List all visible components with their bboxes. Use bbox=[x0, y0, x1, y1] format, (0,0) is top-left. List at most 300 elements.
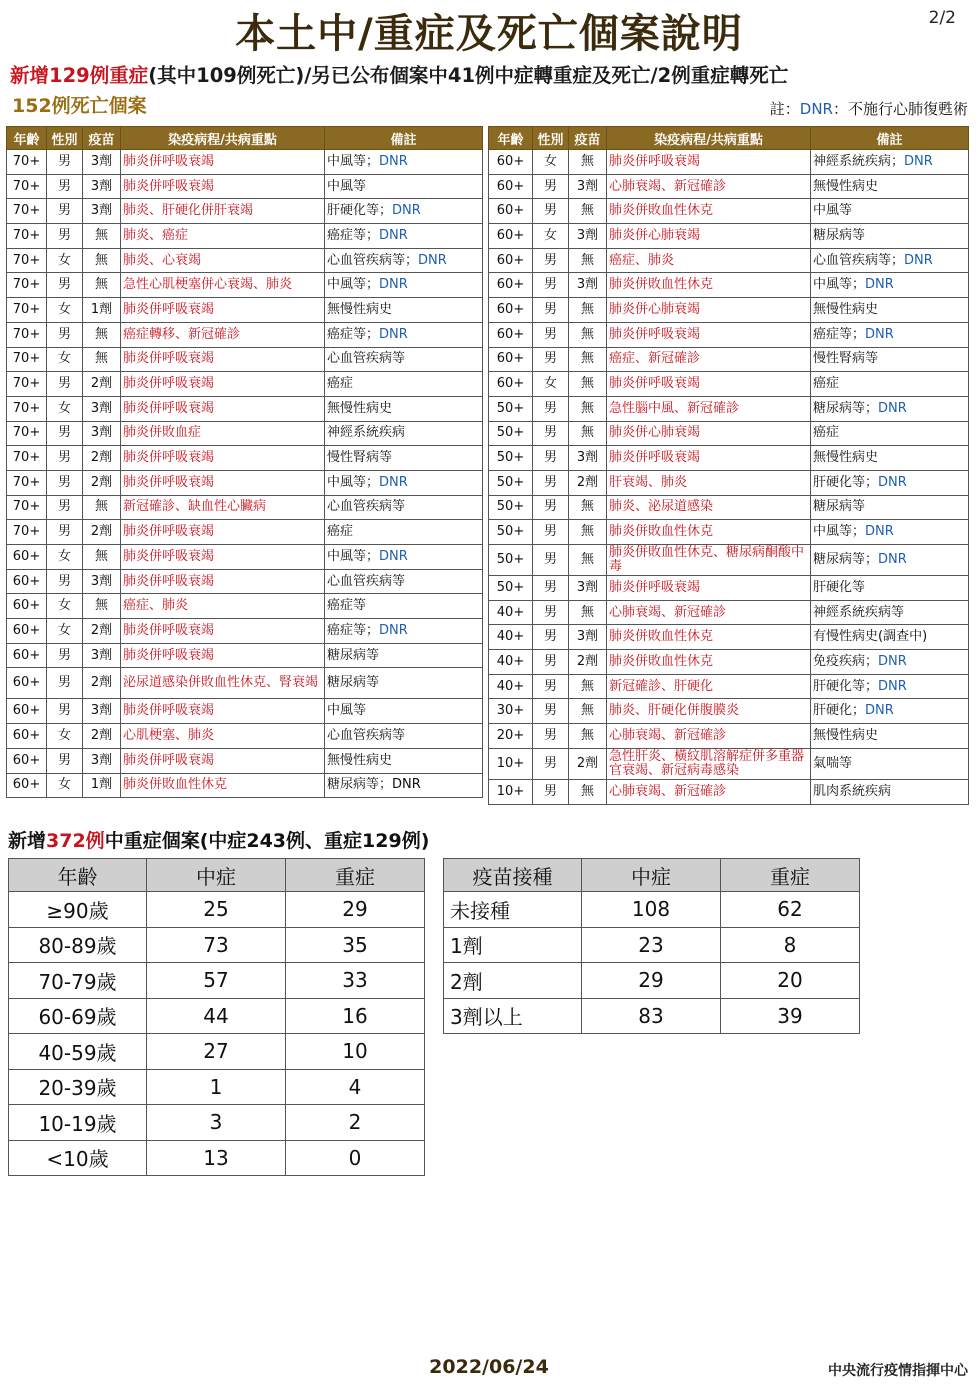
age-cell: 40+ bbox=[489, 600, 533, 625]
sex-cell: 男 bbox=[533, 650, 569, 675]
vaccine-cell: 無 bbox=[83, 224, 121, 249]
count-cell: 108 bbox=[582, 892, 721, 928]
remark-cell bbox=[325, 347, 483, 372]
sex-cell: 男 bbox=[47, 273, 83, 298]
disease-cell: 肺炎併敗血性休克 bbox=[607, 273, 811, 298]
age-cell: 60+ bbox=[489, 298, 533, 323]
table-row bbox=[444, 998, 860, 1034]
remark-text: 無慢性病史 bbox=[327, 752, 393, 768]
row-label: 60-69歲 bbox=[9, 998, 147, 1034]
row-label: 40-59歲 bbox=[9, 1034, 147, 1070]
table-row bbox=[489, 372, 969, 397]
disease-cell: 肺炎併呼吸衰竭 bbox=[121, 569, 325, 594]
remark-text: 中風等； bbox=[327, 548, 380, 564]
column-header: 備註 bbox=[811, 127, 969, 150]
age-cell: 50+ bbox=[489, 545, 533, 576]
summary-line bbox=[10, 60, 788, 88]
sex-cell: 女 bbox=[47, 545, 83, 570]
vaccine-cell: 3劑 bbox=[83, 748, 121, 773]
disease-cell: 肺炎併呼吸衰竭 bbox=[121, 174, 325, 199]
remark-text: 神經系統疾病等 bbox=[813, 604, 905, 620]
sex-cell: 女 bbox=[47, 619, 83, 644]
row-label: 70-79歲 bbox=[9, 963, 147, 999]
disease-cell: 肺炎併敗血性休克 bbox=[607, 199, 811, 224]
count-cell: 29 bbox=[582, 963, 721, 999]
table-row bbox=[489, 650, 969, 675]
disease-cell: 肺炎併呼吸衰竭 bbox=[607, 322, 811, 347]
disease-cell: 肺炎併呼吸衰竭 bbox=[121, 619, 325, 644]
vaccine-cell: 無 bbox=[569, 600, 607, 625]
vaccine-cell: 2劑 bbox=[569, 470, 607, 495]
age-cell: 60+ bbox=[7, 773, 47, 798]
remark-cell bbox=[325, 724, 483, 749]
disease-cell: 肺炎併呼吸衰竭 bbox=[121, 643, 325, 668]
age-cell: 60+ bbox=[489, 150, 533, 175]
vaccine-cell: 無 bbox=[569, 520, 607, 545]
disease-cell: 肺炎併敗血症 bbox=[121, 421, 325, 446]
remark-cell bbox=[811, 421, 969, 446]
remark-text: 中風等 bbox=[327, 178, 367, 194]
table-row bbox=[7, 322, 483, 347]
vaccine-cell: 無 bbox=[83, 594, 121, 619]
age-cell: 70+ bbox=[7, 520, 47, 545]
count-cell: 10 bbox=[286, 1034, 425, 1070]
sex-cell: 女 bbox=[533, 372, 569, 397]
age-cell: 60+ bbox=[7, 643, 47, 668]
table-row bbox=[7, 699, 483, 724]
disease-cell: 肺炎併呼吸衰竭 bbox=[121, 372, 325, 397]
disease-cell: 急性腦中風、新冠確診 bbox=[607, 396, 811, 421]
sex-cell: 男 bbox=[533, 174, 569, 199]
age-cell: 70+ bbox=[7, 446, 47, 471]
table-row bbox=[7, 372, 483, 397]
remark-text: 肝硬化等 bbox=[813, 579, 866, 595]
remark-text: 癌症 bbox=[327, 524, 354, 540]
age-cell: 60+ bbox=[7, 545, 47, 570]
remark-cell bbox=[325, 520, 483, 545]
vaccine-cell: 無 bbox=[569, 298, 607, 323]
remark-text: 中風等； bbox=[327, 277, 380, 293]
vaccine-cell: 3劑 bbox=[569, 224, 607, 249]
age-cell: 60+ bbox=[489, 174, 533, 199]
age-cell: 10+ bbox=[489, 748, 533, 779]
age-cell: 60+ bbox=[489, 273, 533, 298]
age-cell: 50+ bbox=[489, 576, 533, 601]
disease-cell: 癌症、肺炎 bbox=[607, 248, 811, 273]
column-header: 疫苗 bbox=[83, 127, 121, 150]
remark-text: 癌症等； bbox=[327, 326, 380, 342]
sex-cell: 男 bbox=[533, 298, 569, 323]
sex-cell: 男 bbox=[533, 199, 569, 224]
count-cell: 29 bbox=[286, 892, 425, 928]
table-row bbox=[7, 643, 483, 668]
count-cell: 33 bbox=[286, 963, 425, 999]
remark-text: 肝硬化等； bbox=[327, 203, 393, 219]
count-cell: 1 bbox=[147, 1069, 286, 1105]
vaccine-cell: 無 bbox=[83, 322, 121, 347]
remark-cell bbox=[811, 470, 969, 495]
remark-text: 癌症等； bbox=[327, 227, 380, 243]
remark-text: 肝硬化等； bbox=[813, 678, 879, 694]
sex-cell: 男 bbox=[533, 545, 569, 576]
table-row bbox=[489, 600, 969, 625]
age-cell: 60+ bbox=[489, 347, 533, 372]
remark-cell bbox=[325, 619, 483, 644]
remark-cell bbox=[325, 545, 483, 570]
remark-text: 中風等； bbox=[327, 474, 380, 490]
age-cell: 70+ bbox=[7, 150, 47, 175]
count-cell: 13 bbox=[147, 1140, 286, 1176]
remark-cell bbox=[325, 470, 483, 495]
remark-text: 神經系統疾病 bbox=[327, 425, 406, 441]
disease-cell: 肺炎併呼吸衰竭 bbox=[607, 446, 811, 471]
sex-cell: 男 bbox=[47, 150, 83, 175]
remark-cell bbox=[811, 199, 969, 224]
disease-cell: 新冠確診、缺血性心臟病 bbox=[121, 495, 325, 520]
disease-cell: 癌症轉移、新冠確診 bbox=[121, 322, 325, 347]
remark-cell bbox=[811, 674, 969, 699]
table-row bbox=[7, 248, 483, 273]
remark-cell bbox=[325, 150, 483, 175]
disease-cell: 肺炎併呼吸衰竭 bbox=[607, 576, 811, 601]
note-dnr: DNR bbox=[799, 100, 833, 118]
remark-cell bbox=[811, 174, 969, 199]
age-cell: 40+ bbox=[489, 650, 533, 675]
remark-cell bbox=[811, 347, 969, 372]
remark-text: 氣喘等 bbox=[813, 755, 853, 771]
sex-cell: 男 bbox=[533, 600, 569, 625]
column-header: 重症 bbox=[286, 859, 425, 892]
vaccine-cell: 無 bbox=[83, 495, 121, 520]
sex-cell: 男 bbox=[47, 569, 83, 594]
disease-cell: 肺炎併心肺衰竭 bbox=[607, 224, 811, 249]
column-header: 重症 bbox=[721, 859, 860, 892]
column-header: 年齡 bbox=[489, 127, 533, 150]
dnr-text: DNR bbox=[379, 548, 408, 564]
age-cell: 50+ bbox=[489, 495, 533, 520]
table-row bbox=[9, 1034, 425, 1070]
table-row bbox=[489, 174, 969, 199]
table-row bbox=[7, 619, 483, 644]
remark-cell bbox=[811, 748, 969, 779]
remark-cell bbox=[811, 495, 969, 520]
column-header: 中症 bbox=[582, 859, 721, 892]
age-cell: 60+ bbox=[7, 619, 47, 644]
vaccine-cell: 3劑 bbox=[83, 199, 121, 224]
row-label: 10-19歲 bbox=[9, 1105, 147, 1141]
sex-cell: 女 bbox=[47, 773, 83, 798]
table-row bbox=[489, 470, 969, 495]
disease-cell: 肺炎併敗血性休克 bbox=[607, 520, 811, 545]
vaccine-cell: 無 bbox=[569, 699, 607, 724]
count-cell: 57 bbox=[147, 963, 286, 999]
sex-cell: 男 bbox=[533, 520, 569, 545]
remark-cell bbox=[325, 748, 483, 773]
disease-cell: 心肺衰竭、新冠確診 bbox=[607, 779, 811, 804]
disease-cell: 肺炎併呼吸衰竭 bbox=[121, 545, 325, 570]
disease-cell: 心肺衰竭、新冠確診 bbox=[607, 174, 811, 199]
disease-cell: 肺炎、癌症 bbox=[121, 224, 325, 249]
remark-text: 心血管疾病等 bbox=[327, 727, 406, 743]
sex-cell: 男 bbox=[533, 273, 569, 298]
sex-cell: 男 bbox=[533, 779, 569, 804]
table-row bbox=[489, 748, 969, 779]
age-cell: 50+ bbox=[489, 470, 533, 495]
column-header: 染疫病程/共病重點 bbox=[121, 127, 325, 150]
vaccine-cell: 無 bbox=[569, 199, 607, 224]
vaccine-cell: 3劑 bbox=[83, 421, 121, 446]
vaccine-cell: 3劑 bbox=[83, 569, 121, 594]
remark-cell bbox=[811, 248, 969, 273]
sex-cell: 男 bbox=[47, 748, 83, 773]
section-heading bbox=[8, 826, 429, 853]
remark-text: 肝硬化； bbox=[813, 703, 866, 719]
remark-text: 慢性腎病等 bbox=[327, 450, 393, 466]
remark-text: 糖尿病等 bbox=[327, 675, 380, 691]
vaccine-cell: 3劑 bbox=[569, 446, 607, 471]
vaccine-cell: 無 bbox=[83, 273, 121, 298]
row-label: 20-39歲 bbox=[9, 1069, 147, 1105]
dnr-text: DNR bbox=[379, 622, 408, 638]
table-row bbox=[7, 520, 483, 545]
vaccine-cell: 2劑 bbox=[569, 650, 607, 675]
disease-cell: 癌症、肺炎 bbox=[121, 594, 325, 619]
remark-cell bbox=[325, 594, 483, 619]
remark-cell bbox=[811, 779, 969, 804]
table-row bbox=[7, 773, 483, 798]
remark-cell bbox=[811, 273, 969, 298]
age-cell: 20+ bbox=[489, 724, 533, 749]
table-row bbox=[489, 322, 969, 347]
table-row bbox=[7, 495, 483, 520]
remark-cell bbox=[811, 224, 969, 249]
vaccine-cell: 無 bbox=[83, 248, 121, 273]
dnr-text: DNR bbox=[865, 524, 894, 540]
vaccine-cell: 無 bbox=[569, 495, 607, 520]
remark-text: 糖尿病等 bbox=[813, 499, 866, 515]
count-cell: 20 bbox=[721, 963, 860, 999]
disease-cell: 肺炎併呼吸衰竭 bbox=[121, 396, 325, 421]
disease-cell: 肺炎併呼吸衰竭 bbox=[121, 446, 325, 471]
age-cell: 60+ bbox=[7, 569, 47, 594]
vaccine-cell: 無 bbox=[569, 396, 607, 421]
remark-cell bbox=[811, 520, 969, 545]
count-cell: 35 bbox=[286, 927, 425, 963]
column-header: 疫苗接種 bbox=[444, 859, 582, 892]
disease-cell: 心肌梗塞、肺炎 bbox=[121, 724, 325, 749]
table-row bbox=[489, 248, 969, 273]
age-cell: 70+ bbox=[7, 421, 47, 446]
table-row bbox=[9, 963, 425, 999]
count-cell: 83 bbox=[582, 998, 721, 1034]
vaccine-cell: 2劑 bbox=[83, 619, 121, 644]
dnr-text: DNR bbox=[865, 326, 894, 342]
disease-cell: 癌症、新冠確診 bbox=[607, 347, 811, 372]
remark-text: 有慢性病史(調查中) bbox=[813, 629, 928, 645]
vaccine-cell: 無 bbox=[83, 545, 121, 570]
note-prefix: 註： bbox=[769, 100, 800, 118]
vaccine-cell: 3劑 bbox=[83, 699, 121, 724]
age-cell: 70+ bbox=[7, 248, 47, 273]
age-cell: 60+ bbox=[489, 372, 533, 397]
age-cell: 70+ bbox=[7, 174, 47, 199]
sex-cell: 女 bbox=[47, 396, 83, 421]
sex-cell: 男 bbox=[533, 421, 569, 446]
age-cell: 70+ bbox=[7, 322, 47, 347]
summary-rest: (其中109例死亡)/另已公布個案中41例中症轉重症及死亡/2例重症轉死亡 bbox=[148, 64, 789, 87]
table-row bbox=[7, 421, 483, 446]
remark-text: 糖尿病等 bbox=[327, 647, 380, 663]
age-cell: 70+ bbox=[7, 470, 47, 495]
sex-cell: 女 bbox=[47, 724, 83, 749]
sex-cell: 女 bbox=[47, 248, 83, 273]
sex-cell: 男 bbox=[47, 470, 83, 495]
table-row bbox=[7, 668, 483, 699]
remark-cell bbox=[811, 650, 969, 675]
age-cell: 50+ bbox=[489, 396, 533, 421]
table-row bbox=[489, 396, 969, 421]
table-row bbox=[7, 273, 483, 298]
table-row bbox=[489, 545, 969, 576]
table-row bbox=[489, 421, 969, 446]
page-number: 2/2 bbox=[928, 8, 956, 28]
disease-cell: 泌尿道感染併敗血性休克、腎衰竭 bbox=[121, 668, 325, 699]
vaccine-cell: 3劑 bbox=[83, 396, 121, 421]
age-cell: 60+ bbox=[7, 699, 47, 724]
remark-text: 糖尿病等； bbox=[813, 400, 879, 416]
table-row bbox=[489, 520, 969, 545]
organization-name: 中央流行疫情指揮中心 bbox=[828, 1363, 968, 1379]
vaccine-cell: 無 bbox=[569, 347, 607, 372]
remark-cell bbox=[325, 199, 483, 224]
table-row bbox=[9, 1105, 425, 1141]
dnr-text: DNR bbox=[878, 400, 907, 416]
row-label: 3劑以上 bbox=[444, 998, 582, 1034]
disease-cell: 肺炎併心肺衰竭 bbox=[607, 421, 811, 446]
dnr-text: DNR bbox=[865, 277, 894, 293]
remark-text: 無慢性病史 bbox=[327, 400, 393, 416]
vaccine-cell: 2劑 bbox=[83, 668, 121, 699]
table-row bbox=[7, 347, 483, 372]
remark-text: 癌症 bbox=[813, 425, 840, 441]
count-cell: 4 bbox=[286, 1069, 425, 1105]
count-cell: 73 bbox=[147, 927, 286, 963]
vaccine-cell: 1劑 bbox=[83, 773, 121, 798]
table-row bbox=[9, 1069, 425, 1105]
sex-cell: 男 bbox=[47, 643, 83, 668]
sex-cell: 男 bbox=[47, 495, 83, 520]
count-cell: 16 bbox=[286, 998, 425, 1034]
table-row bbox=[444, 892, 860, 928]
sex-cell: 男 bbox=[533, 248, 569, 273]
table-row bbox=[489, 150, 969, 175]
vaccine-cell: 無 bbox=[569, 421, 607, 446]
table-row bbox=[489, 724, 969, 749]
age-cell: 60+ bbox=[7, 724, 47, 749]
age-cell: 40+ bbox=[489, 674, 533, 699]
disease-cell: 急性肝炎、橫紋肌溶解症併多重器官衰竭、新冠病毒感染 bbox=[607, 748, 811, 779]
column-header: 年齡 bbox=[9, 859, 147, 892]
dnr-text: DNR bbox=[379, 277, 408, 293]
age-cell: 70+ bbox=[7, 199, 47, 224]
remark-cell bbox=[325, 446, 483, 471]
age-cell: 50+ bbox=[489, 446, 533, 471]
remark-text: 無慢性病史 bbox=[813, 727, 879, 743]
table-row bbox=[489, 779, 969, 804]
count-cell: 25 bbox=[147, 892, 286, 928]
sex-cell: 男 bbox=[533, 347, 569, 372]
table-row bbox=[7, 545, 483, 570]
dnr-text: DNR bbox=[392, 203, 421, 219]
remark-cell bbox=[811, 600, 969, 625]
dnr-note bbox=[770, 98, 968, 119]
sex-cell: 男 bbox=[47, 322, 83, 347]
count-cell: 39 bbox=[721, 998, 860, 1034]
age-cell: 60+ bbox=[489, 199, 533, 224]
disease-cell: 肺炎併呼吸衰竭 bbox=[121, 748, 325, 773]
sex-cell: 男 bbox=[533, 495, 569, 520]
vaccine-cell: 2劑 bbox=[83, 446, 121, 471]
sex-cell: 男 bbox=[47, 224, 83, 249]
table-row bbox=[9, 892, 425, 928]
row-label: 80-89歲 bbox=[9, 927, 147, 963]
sex-cell: 男 bbox=[47, 668, 83, 699]
sex-cell: 男 bbox=[47, 699, 83, 724]
sex-cell: 男 bbox=[47, 174, 83, 199]
remark-cell bbox=[811, 150, 969, 175]
remark-text: 癌症等 bbox=[327, 598, 367, 614]
vaccine-cell: 無 bbox=[569, 674, 607, 699]
remark-text: 慢性腎病等 bbox=[813, 351, 879, 367]
remark-text: 中風等； bbox=[813, 277, 866, 293]
disease-cell: 肝衰竭、肺炎 bbox=[607, 470, 811, 495]
table-row bbox=[7, 396, 483, 421]
table-row bbox=[489, 674, 969, 699]
disease-cell: 肺炎、泌尿道感染 bbox=[607, 495, 811, 520]
table-row bbox=[9, 1140, 425, 1176]
disease-cell: 肺炎併呼吸衰竭 bbox=[607, 150, 811, 175]
sex-cell: 女 bbox=[47, 594, 83, 619]
disease-cell: 肺炎、肝硬化併腹膜炎 bbox=[607, 699, 811, 724]
table-row bbox=[9, 927, 425, 963]
case-table-right bbox=[488, 126, 969, 805]
vaccine-cell: 3劑 bbox=[83, 643, 121, 668]
table-row bbox=[489, 699, 969, 724]
table-row bbox=[7, 748, 483, 773]
remark-cell bbox=[811, 576, 969, 601]
vaccine-cell: 3劑 bbox=[569, 625, 607, 650]
remark-text: 心血管疾病等； bbox=[327, 252, 419, 268]
note-suffix: ：不施行心肺復甦術 bbox=[832, 100, 968, 118]
age-cell: 70+ bbox=[7, 298, 47, 323]
remark-cell bbox=[811, 446, 969, 471]
dnr-text: DNR bbox=[379, 474, 408, 490]
remark-cell bbox=[325, 421, 483, 446]
remark-text: 肌肉系統疾病 bbox=[813, 783, 892, 799]
count-cell: 3 bbox=[147, 1105, 286, 1141]
remark-cell bbox=[325, 224, 483, 249]
column-header: 年齡 bbox=[7, 127, 47, 150]
summary-highlight: 新增129例重症 bbox=[10, 64, 149, 87]
table-row bbox=[9, 998, 425, 1034]
dnr-text: DNR bbox=[379, 227, 408, 243]
vaccine-cell: 無 bbox=[569, 150, 607, 175]
disease-cell: 肺炎併呼吸衰竭 bbox=[121, 699, 325, 724]
dnr-text: DNR bbox=[379, 326, 408, 342]
table-row bbox=[7, 150, 483, 175]
vaccine-cell: 無 bbox=[569, 779, 607, 804]
count-cell: 44 bbox=[147, 998, 286, 1034]
